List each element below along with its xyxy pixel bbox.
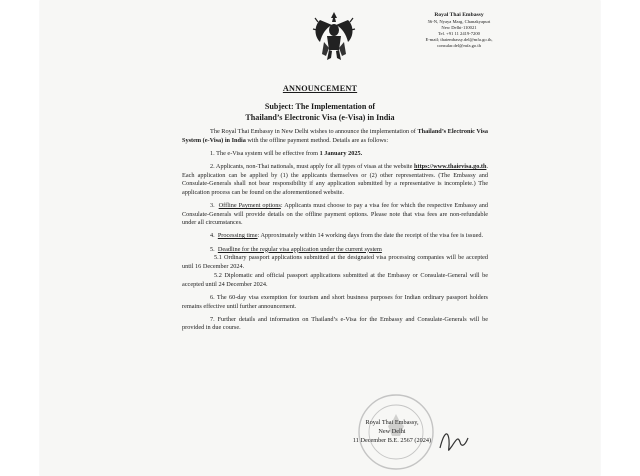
- item-4: 4. Processing time: Approximately within 14 working days from the date the receipt of the visa fee is issued.: [210, 232, 484, 240]
- garuda-emblem-icon: [312, 10, 356, 64]
- announcement-body: [182, 128, 488, 338]
- subject-line-1: Subject: The Implementation of: [264, 102, 376, 111]
- letterhead-contact: [407, 12, 511, 49]
- item-3-text: : Applicants must choose to pay a visa fee for which the respective Embassy and Consulate-Generals will provide details on the offline payment options. Please note that visa fees are non-refundable under all circumstances.: [182, 201, 488, 227]
- item-2-text-a: 2. Applicants, non-Thai nationals, must apply for all types of visas at the website: [210, 162, 415, 170]
- signoff-city: New Delhi: [378, 428, 406, 435]
- email-line-2: consular.del@mfa.go.th: [437, 43, 481, 49]
- item-4-text: : Approximately within 14 working days from the date the receipt of the visa fee is issued.: [257, 232, 484, 240]
- intro-bold: Thailand’s Electronic Visa System (e-Visa) in India: [182, 128, 488, 144]
- item-5-2: 5.2 Diplomatic and official passport applications submitted at the Embassy or Consulate-General will be accepted until 24 December 2024.: [182, 272, 488, 288]
- subject-line-2: Thailand’s Electronic Visa (e-Visa) in India: [245, 113, 395, 122]
- handwritten-signature: [436, 426, 472, 456]
- intro-paragraph: [182, 128, 488, 145]
- item-5-label: Deadline for the regular visa application under the current system: [217, 245, 382, 253]
- signoff-date: 11 December B.E. 2567 (2024): [352, 437, 432, 444]
- item-2-text-b: . Each application can be applied by (1) the applicants themselves or (2) other representatives. (The Embassy and Consulate-Generals shall not bear responsibility if any application submitted by a representative is incomplete.) The application process can be found on the aforementioned website.: [182, 162, 488, 196]
- telephone: Tel. +91 11 2419-7200: [438, 31, 480, 37]
- item-7: 7. Further details and information on Thailand’s e-Visa for the Embassy and Consulate-Generals will be provided in due course.: [182, 315, 488, 332]
- item-3: 3. Offline Payment options: Applicants must choose to pay a visa fee for which the respective Embassy and Consulate-Generals will provide details on the offline payment options. Please note that visa fees are non-refundable under all circumstances.: [182, 201, 488, 227]
- intro-text-a: The Royal Thai Embassy in New Delhi wishes to announce the implementation of: [210, 128, 418, 135]
- signoff-organization: Royal Thai Embassy,: [365, 419, 419, 426]
- signoff-block: [332, 418, 452, 445]
- item-1-text: 1. The e-Visa system will be effective from: [210, 149, 320, 157]
- address-line-2: New Delhi-110021: [441, 25, 477, 31]
- item-5: 5. Deadline for the regular visa application under the current system: [210, 245, 382, 253]
- item-5-1: 5.1 Ordinary passport applications submitted at the designated visa processing companies will be accepted until 16 December 2024.: [182, 254, 488, 270]
- item-3-label: Offline Payment options: [218, 201, 281, 209]
- announcement-page: [40, 0, 600, 476]
- item-1: [182, 150, 488, 159]
- evisa-website-link[interactable]: https://www.thaievisa.go.th: [414, 162, 487, 170]
- item-1-date: 1 January 2025.: [319, 149, 363, 157]
- announcement-title: ANNOUNCEMENT: [282, 84, 358, 93]
- item-2: [182, 163, 488, 197]
- email-line-1: E-mail; thaiembassy.del@mfa.go.th,: [425, 37, 493, 43]
- embassy-name: Royal Thai Embassy: [434, 12, 484, 18]
- item-4-label: Processing time: [217, 232, 258, 240]
- item-6: 6. The 60-day visa exemption for tourism and short business purposes for Indian ordinary passport holders remains effective until further announcement.: [182, 294, 488, 310]
- intro-text-b: with the offline payment method. Details are as follows:: [245, 136, 389, 144]
- address-line-1: 56-N, Nyaya Marg, Chanakyapuri: [427, 19, 491, 24]
- subject-heading: [40, 101, 600, 123]
